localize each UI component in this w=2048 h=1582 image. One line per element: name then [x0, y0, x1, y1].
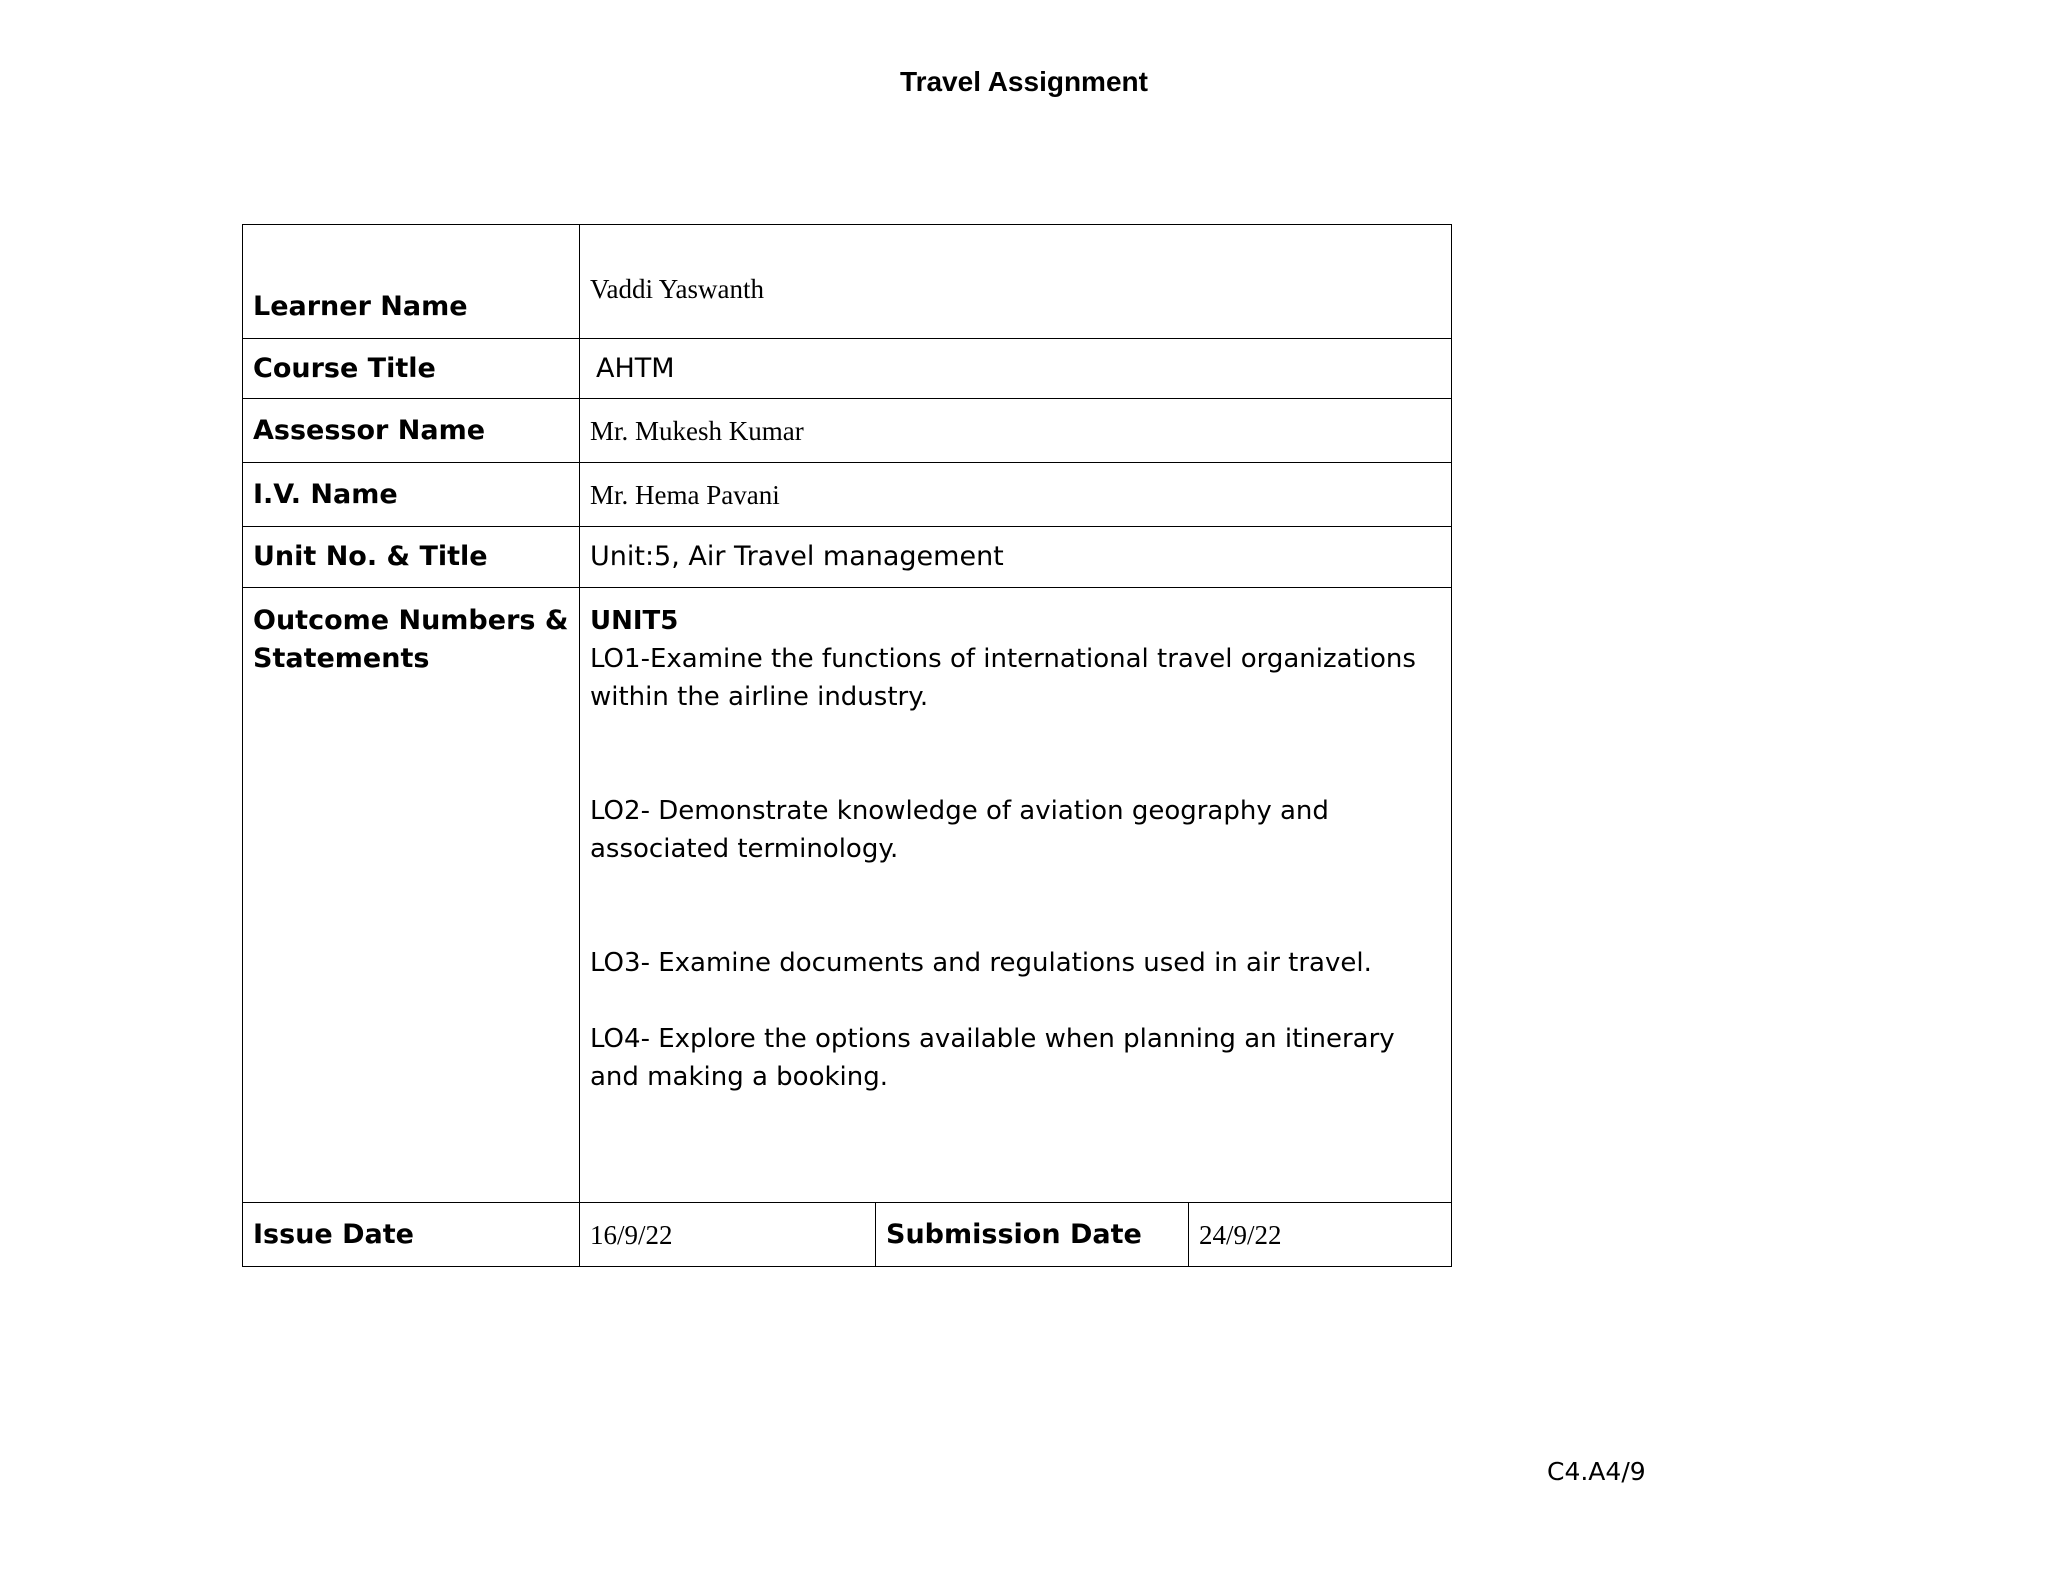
course-title-row: [243, 339, 1452, 399]
unit-row: [243, 527, 1452, 588]
dates-row: [243, 1203, 1452, 1267]
iv-name-row: [243, 463, 1452, 527]
document-title: Travel Assignment: [900, 66, 1148, 97]
unit-label: Unit No. & Title: [243, 527, 580, 588]
iv-name-label: I.V. Name: [243, 463, 580, 527]
issue-date-value: 16/9/22: [580, 1203, 876, 1267]
unit-value: Unit:5, Air Travel management: [580, 527, 1452, 588]
outcome-lo4: LO4- Explore the options available when planning an itinerary and making a booking.: [590, 1024, 1395, 1092]
learner-name-row: [243, 225, 1452, 339]
submission-date-value: 24/9/22: [1189, 1203, 1452, 1267]
assessor-name-value: Mr. Mukesh Kumar: [580, 399, 1452, 463]
page-reference: C4.A4/9: [1547, 1457, 1646, 1486]
outcome-lo1: LO1-Examine the functions of international travel organizations within the airline industry.: [590, 644, 1416, 712]
outcomes-content: [580, 588, 1452, 1203]
outcome-lo2: LO2- Demonstrate knowledge of aviation geography and associated terminology.: [590, 796, 1329, 864]
outcomes-heading: UNIT5: [590, 606, 679, 636]
assessor-name-label: Assessor Name: [243, 399, 580, 463]
outcome-lo3: LO3- Examine documents and regulations used in air travel.: [590, 948, 1372, 978]
iv-name-value: Mr. Hema Pavani: [580, 463, 1452, 527]
learner-name-value: Vaddi Yaswanth: [580, 225, 1452, 339]
submission-date-label: Submission Date: [876, 1203, 1189, 1267]
assignment-info-table: [242, 224, 1452, 1267]
course-title-label: Course Title: [243, 339, 580, 399]
issue-date-label: Issue Date: [243, 1203, 580, 1267]
outcomes-row: [243, 588, 1452, 1203]
learner-name-label: Learner Name: [243, 225, 580, 339]
assessor-name-row: [243, 399, 1452, 463]
outcomes-label: Outcome Numbers & Statements: [243, 588, 580, 1203]
course-title-value: AHTM: [580, 339, 1452, 399]
